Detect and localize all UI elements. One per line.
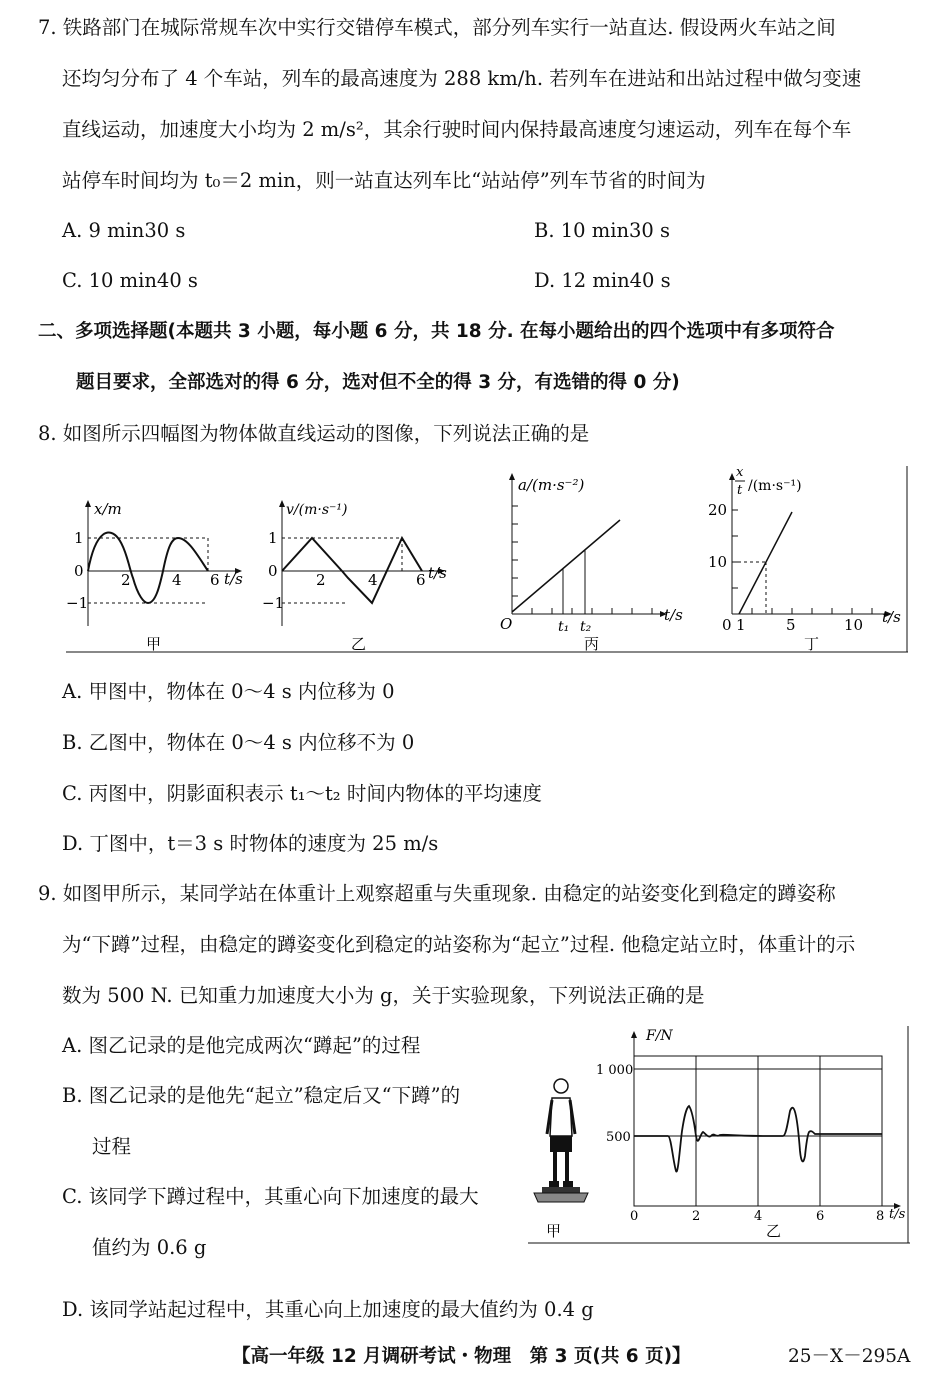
- ding-ylabel-num: x: [736, 466, 744, 480]
- q9-ytick-500: 500: [606, 1130, 631, 1145]
- q7-line-4: 站停车时间均为 t₀＝2 min，则一站直达列车比“站站停”列车节省的时间为: [62, 169, 706, 192]
- section2-line-1: 二、多项选择题(本题共 3 小题，每小题 6 分，共 18 分. 在每小题给出的四个选项中有多项符合: [38, 321, 835, 342]
- bing-xlabel: t/s: [664, 606, 683, 624]
- yi-ytick-neg1: −1: [262, 594, 285, 612]
- q7-line-2: 还均匀分布了 4 个车站，列车的最高速度为 288 km/h. 若列车在进站和出站过程中做匀变速: [62, 67, 862, 90]
- q9-ytick-1000: 1 000: [596, 1063, 634, 1078]
- yi-xtick-6: 6: [416, 571, 426, 589]
- q9-option-d: D. 该同学站起过程中，其重心向上加速度的最大值约为 0.4 g: [62, 1298, 594, 1321]
- jia-ytick-neg1: −1: [66, 594, 89, 612]
- jia-xtick-2: 2: [121, 571, 131, 589]
- ding-xtick-0: 0: [722, 616, 732, 634]
- q9-option-c: C. 该同学下蹲过程中，其重心向下加速度的最大: [62, 1185, 479, 1208]
- q9-option-b-cont: 过程: [92, 1135, 132, 1158]
- graph-bing: [500, 474, 683, 653]
- q8-stem: 8. 如图所示四幅图为物体做直线运动的图像，下列说法正确的是: [38, 422, 590, 445]
- graph-jia: [66, 500, 243, 653]
- q9-xtick-0: 0: [630, 1209, 639, 1224]
- q7-line-3: 直线运动，加速度大小均为 2 m/s²，其余行驶时间内保持最高速度匀速运动，列车在每个车: [62, 118, 852, 141]
- bing-origin: O: [500, 615, 513, 633]
- ding-label: 丁: [804, 635, 820, 653]
- q8-figure: [66, 466, 908, 656]
- q9-xtick-4: 4: [754, 1209, 763, 1224]
- q7-option-c: C. 10 min40 s: [62, 269, 198, 292]
- graph-ding: [708, 466, 901, 653]
- graph-yi: [262, 501, 447, 653]
- ding-ylabel-unit: /(m·s⁻¹): [748, 478, 802, 494]
- q9-xtick-2: 2: [692, 1209, 701, 1224]
- ding-ytick-20: 20: [708, 501, 728, 519]
- q7-option-b: B. 10 min30 s: [534, 219, 671, 242]
- q9-line-3: 数为 500 N. 已知重力加速度大小为 g，关于实验现象，下列说法正确的是: [62, 984, 705, 1007]
- jia-sine-curve: [88, 533, 208, 603]
- ding-xtick-10: 10: [844, 616, 864, 634]
- q9-option-a: A. 图乙记录的是他完成两次“蹲起”的过程: [62, 1034, 421, 1057]
- q9-jia-label: 甲: [546, 1222, 562, 1240]
- ding-xlabel: t/s: [882, 608, 901, 626]
- q8-option-b: B. 乙图中，物体在 0～4 s 内位移不为 0: [62, 731, 415, 754]
- bing-xtick-t2: t₂: [580, 619, 592, 635]
- q9-line-1: 9. 如图甲所示，某同学站在体重计上观察超重与失重现象. 由稳定的站姿变化到稳定的蹲姿称: [38, 882, 836, 905]
- q9-line-2: 为“下蹲”过程，由稳定的蹲姿变化到稳定的站姿称为“起立”过程. 他稳定站立时，体重计的示: [62, 933, 856, 956]
- ding-xtick-1: 1: [736, 616, 746, 634]
- yi-ytick-0: 0: [268, 562, 278, 580]
- q9-xtick-8: 8: [876, 1209, 885, 1224]
- yi-xtick-2: 2: [316, 571, 326, 589]
- yi-xtick-4: 4: [368, 571, 378, 589]
- bing-ylabel: a/(m·s⁻²): [518, 476, 585, 494]
- ding-ylabel-den: t: [737, 483, 743, 498]
- jia-xtick-4: 4: [172, 571, 182, 589]
- jia-label: 甲: [146, 635, 162, 653]
- jia-ylabel: x/m: [94, 500, 122, 518]
- jia-xtick-6: 6: [210, 571, 220, 589]
- q9-xtick-6: 6: [816, 1209, 825, 1224]
- bing-line: [512, 520, 620, 612]
- yi-ylabel: v/(m·s⁻¹): [286, 502, 348, 518]
- q7-option-d: D. 12 min40 s: [534, 269, 671, 292]
- q9-option-c-cont: 值约为 0.6 g: [92, 1236, 207, 1259]
- yi-label: 乙: [351, 635, 367, 653]
- q7-option-a: A. 9 min30 s: [62, 219, 186, 242]
- person-on-scale-icon: [534, 1079, 588, 1240]
- q8-option-a: A. 甲图中，物体在 0～4 s 内位移为 0: [62, 680, 395, 703]
- q9-figure: [528, 1026, 910, 1246]
- section2-line-2: 题目要求，全部选对的得 6 分，选对但不全的得 3 分，有选错的得 0 分): [76, 372, 680, 393]
- yi-ytick-1: 1: [268, 529, 278, 547]
- jia-ytick-1: 1: [74, 529, 84, 547]
- q8-option-d: D. 丁图中，t＝3 s 时物体的速度为 25 m/s: [62, 832, 439, 855]
- jia-ytick-0: 0: [74, 562, 84, 580]
- footer-right: 25－X－295A: [788, 1346, 911, 1367]
- ding-xtick-5: 5: [786, 616, 796, 634]
- q9-yi-label: 乙: [766, 1222, 782, 1240]
- q9-ylabel: F/N: [646, 1028, 673, 1044]
- ding-ytick-10: 10: [708, 553, 728, 571]
- graph-force-time: [596, 1028, 906, 1240]
- yi-xlabel: t/s: [428, 564, 447, 582]
- footer-left: 【高一年级 12 月调研考试・物理 第 3 页(共 6 页)】: [232, 1346, 691, 1367]
- jia-xlabel: t/s: [224, 570, 243, 588]
- q7-line-1: 7. 铁路部门在城际常规车次中实行交错停车模式，部分列车实行一站直达. 假设两火车站之间: [38, 16, 836, 39]
- bing-label: 丙: [584, 635, 600, 653]
- q9-option-b: B. 图乙记录的是他先“起立”稳定后又“下蹲”的: [62, 1084, 461, 1107]
- q9-xlabel: t/s: [889, 1207, 906, 1222]
- q8-option-c: C. 丙图中，阴影面积表示 t₁～t₂ 时间内物体的平均速度: [62, 782, 542, 805]
- bing-xtick-t1: t₁: [558, 619, 570, 635]
